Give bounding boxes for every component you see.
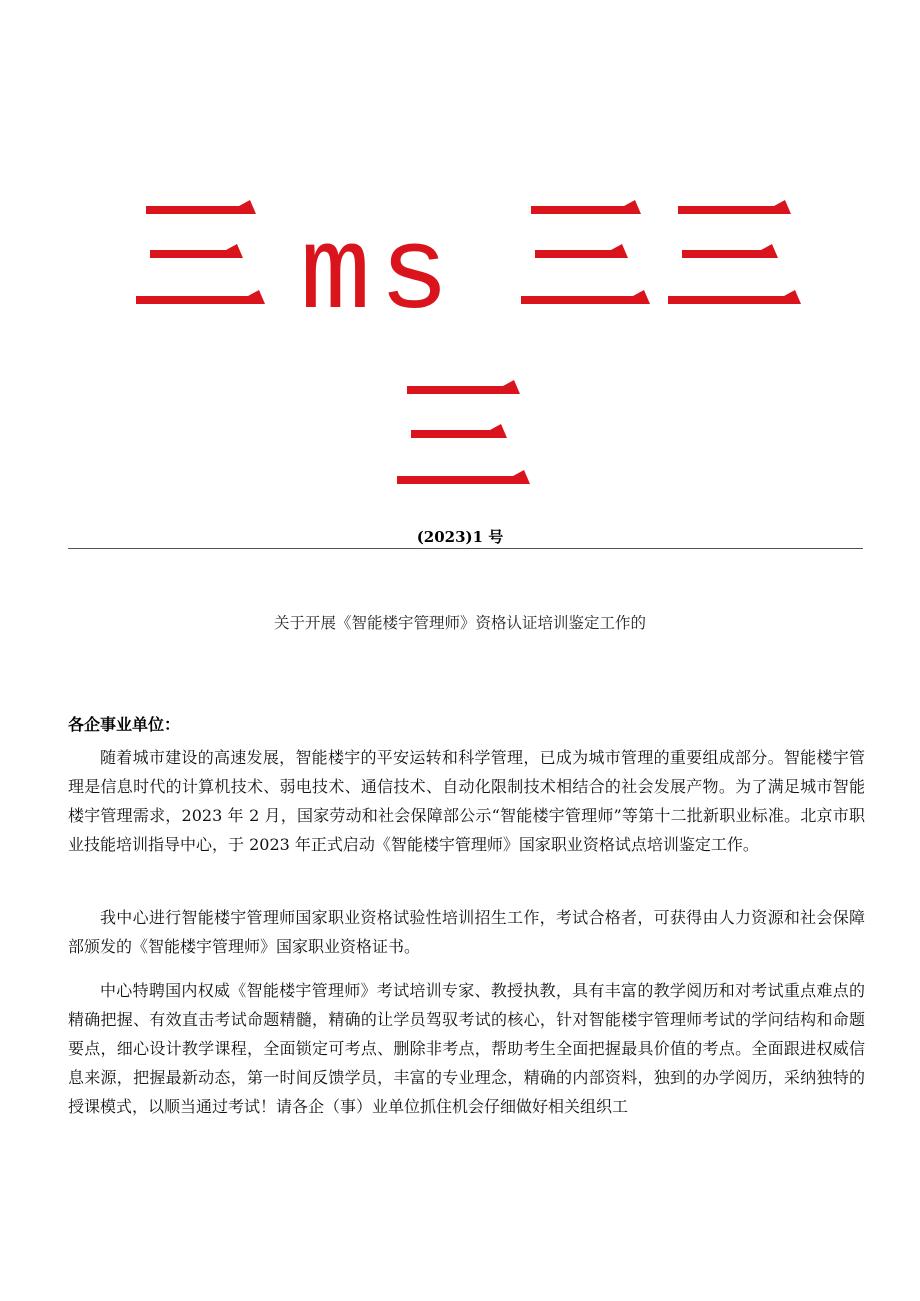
document-number: (2023)1 号 — [416, 528, 504, 546]
salutation: 各企事业单位： — [68, 715, 181, 734]
body-paragraph: 我中心进行智能楼宇管理师国家职业资格试验性培训招生工作，考试合格者，可获得由人力资源和社会保障部颁发的《智能楼宇管理师》国家职业资格证书。 — [68, 908, 865, 956]
header-glyph-3 — [666, 200, 802, 310]
header-glyph-1 — [134, 200, 266, 310]
header-divider — [68, 548, 863, 549]
body-paragraph: 随着城市建设的高速发展，智能楼宇的平安运转和科学管理，已成为城市管理的重要组成部分。智能楼宇管理是信息时代的计算机技术、弱电技术、通信技术、自动化限制技术相结合的社会发展产物。为了满足城市智能楼宇管理需求，2023 年 2 月，国家劳动和社会保障部公示“智能楼宇管理师”等第十二批新职业标准。北京市职业技能培训指导中心，于 2023 年正式启动《智能楼宇管理师》国家职业资格试点培训鉴定工作。 — [68, 748, 865, 854]
header-glyph-2 — [519, 200, 651, 310]
body-paragraph: 中心特聘国内权威《智能楼宇管理师》考试培训专家、教授执教，具有丰富的教学阅历和对考试重点难点的精确把握、有效直击考试命题精髓，精确的让学员驾驭考试的核心，针对智能楼宇管理师考试的学问结构和命题要点，细心设计教学课程，全面锁定可考点、删除非考点，帮助考生全面把握最具价值的考点。全面跟进权威信息来源，把握最新动态，第一时间反馈学员，丰富的专业理念，精确的内部资料，独到的办学阅历，采纳独特的授课模式，以顺当通过考试！请各企（事）业单位抓住机会仔细做好相关组织工 — [68, 981, 865, 1116]
document-subject: 关于开展《智能楼宇管理师》资格认证培训鉴定工作的 — [273, 614, 646, 632]
header-middle-text: ms — [300, 210, 458, 343]
header-glyph-4 — [395, 380, 531, 490]
